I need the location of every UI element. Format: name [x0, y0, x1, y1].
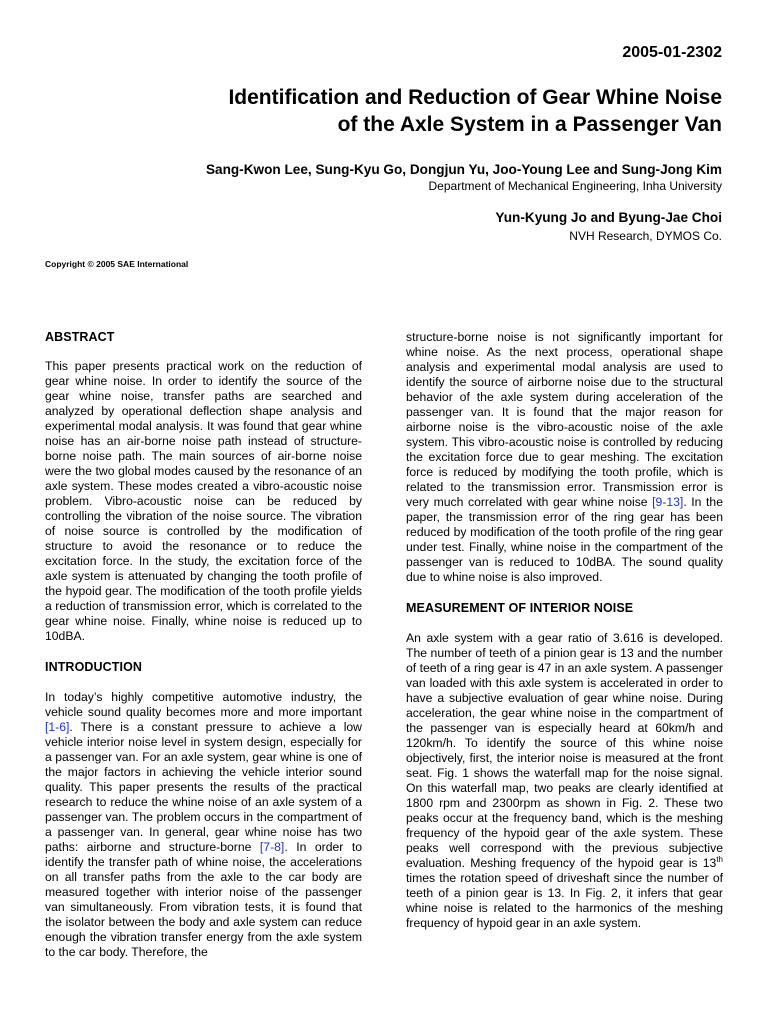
copyright-notice: Copyright © 2005 SAE International	[45, 259, 189, 269]
text-run: . In the paper, the transmission error of the ring gear has been reduced by modification of the tooth profile of the ring gear under test. Finally, whine noise in the compartment of the passenger van is reduced to 10dBA. The sound quality due to whine noise is also improved.	[406, 495, 723, 584]
citation-link[interactable]: [7-8]	[259, 840, 285, 854]
superscript: th	[716, 854, 723, 864]
citation-link[interactable]: [9-13]	[652, 495, 684, 509]
title-line: Identification and Reduction of Gear Whine Noise	[228, 86, 722, 109]
paper-title	[102, 84, 722, 138]
introduction-continued	[406, 330, 723, 585]
affiliation-secondary: NVH Research, DYMOS Co.	[569, 229, 722, 243]
citation-link[interactable]: [1-6]	[45, 720, 70, 734]
abstract-text: This paper presents practical work on the reduction of gear whine noise. In order to identify the source of the gear whine noise, transfer paths are searched and analyzed by operational deflection shape analysis and experimental modal analysis. It was found that gear whine noise has an air-borne noise path instead of structure-borne noise path. The main sources of air-borne noise were the two global modes caused by the resonance of an axle system. These modes created a vibro-acoustic noise problem. Vibro-acoustic noise can be reduced by controlling the vibration of the noise source. The vibration of noise source is controlled by the modification of structure to avoid the resonance or to reduce the excitation force. In the study, the excitation force of the axle system is attenuated by changing the tooth profile of the hypoid gear. The modification of the tooth profile yields a reduction of transmission error, which is correlated to the gear whine noise. Finally, whine noise is reduced up to 10dBA.	[45, 359, 362, 643]
right-column	[406, 330, 723, 931]
text-run: An axle system with a gear ratio of 3.616 is developed. The number of teeth of a pinion gear is 13 and the number of teeth of a ring gear is 47 in an axle system. A passenger van loaded with this axle system is accelerated in order to have a subjective evaluation of gear whine noise. During acceleration, the gear whine noise in the compartment of the passenger van is especially heard at 60km/h and 120km/h. To identify the source of this whine noise objectively, first, the interior noise is measured at the front seat. Fig. 1 shows the waterfall map for the noise signal. On this waterfall map, two peaks are clearly identified at 1800 rpm and 2300rpm as shown in Fig. 2. These two peaks occur at the frequency band, which is the meshing frequency of the hypoid gear of the axle system. These peaks well correspond with the previous subjective evaluation. Meshing frequency of the hypoid gear is 13	[406, 631, 723, 870]
text-run: . In order to identify the transfer path of whine noise, the accelerations on all transfer paths from the axle to the car body are measured together with interior noise of the passenger van simultaneously. From vibration tests, it is found that the isolator between the body and axle system can reduce enough the vibration transfer energy from the axle system to the car body. Therefore, the	[45, 840, 362, 959]
text-run: . There is a constant pressure to achieve a low vehicle interior noise level in system design, especially for a passenger van. For an axle system, gear whine is one of the major factors in achieving the vehicle interior sound quality. This paper presents the results of the practical research to reduce the whine noise of an axle system of a passenger van. The problem occurs in the compartment of a passenger van. In general, gear whine noise has two paths: airborne and structure-borne	[45, 720, 362, 854]
introduction-heading: INTRODUCTION	[45, 660, 143, 674]
authors-primary: Sang-Kwon Lee, Sung-Kyu Go, Dongjun Yu, Joo-Young Lee and Sung-Jong Kim	[205, 162, 722, 177]
text-run: In today’s highly competitive automotive industry, the vehicle sound quality becomes more and more important	[45, 690, 362, 719]
abstract-heading: ABSTRACT	[45, 330, 115, 344]
text-run: times the rotation speed of driveshaft since the number of teeth of a pinion gear is 13. In Fig. 2, it infers that gear whine noise is related to the harmonics of the meshing frequency of hypoid gear in an axle system.	[406, 871, 723, 930]
text-run: structure-borne noise is not significantly important for whine noise. As the next process, operational shape analysis and experimental modal analysis are used to identify the source of airborne noise due to the structural behavior of the axle system during acceleration of the passenger van. It is found that the major reason for airborne noise is the vibro-acoustic noise of the axle system. This vibro-acoustic noise is controlled by reducing the excitation force due to gear meshing. The excitation force is reduced by modifying the tooth profile, which is related to the transmission error. Transmission error is very much correlated with gear whine noise	[406, 330, 723, 509]
left-column	[45, 330, 362, 960]
measurement-heading: MEASUREMENT OF INTERIOR NOISE	[406, 601, 634, 615]
introduction-text	[45, 690, 362, 960]
affiliation-primary: Department of Mechanical Engineering, Inha University	[428, 179, 722, 193]
measurement-text	[406, 631, 723, 931]
paper-id: 2005-01-2302	[622, 44, 722, 61]
title-line: of the Axle System in a Passenger Van	[337, 113, 722, 136]
authors-secondary: Yun-Kyung Jo and Byung-Jae Choi	[495, 210, 722, 225]
